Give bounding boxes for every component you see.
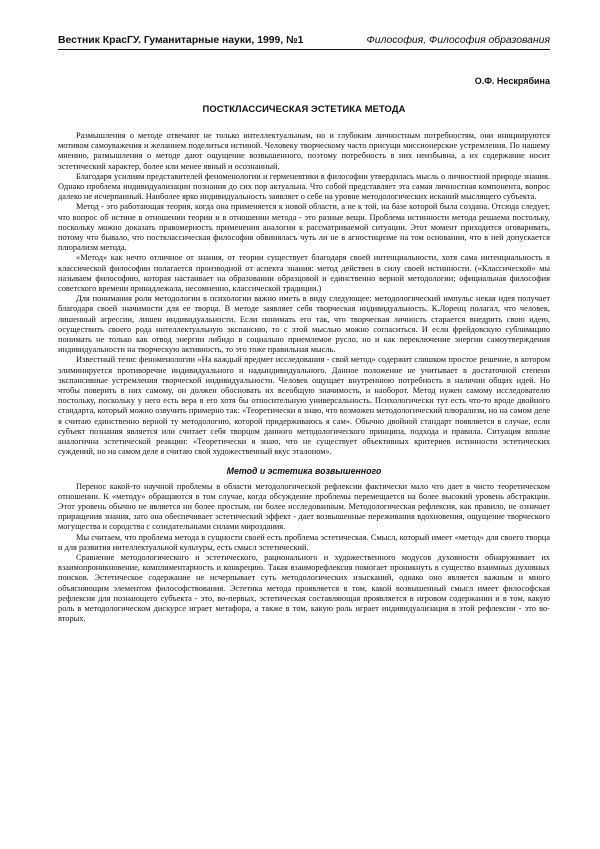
paragraph: Для понимания роли методологии в психологии важно иметь в виду следующее: методологический импульс некая идея получает благодаря своей значимости для ее творца. В методе заявляет себя творческая индивидуальность. К.Лоренц полагал, что человек, лишенный агрессии, лишен индивидуальности. Если понимать его так, что творческая личность старается внедрить свою идею, осуществить своего рода интеллектуальную экспансию, то с этой мыслью можно согласиться. И если фрейдовскую сублимацию понимать не только как отвод энергии либидо в социально приемлемое русло, но и как переключение энергии самоутверждения индивидуальности на творческую активность, то это тоже правильная мысль. — [58, 294, 550, 355]
article-title: ПОСТКЛАССИЧЕСКАЯ ЭСТЕТИКА МЕТОДА — [202, 103, 406, 114]
paragraph: Перенос какой-то научной проблемы в области методологической рефлексии фактически мало что дает в чисто теоретическом отношении. К «методу» обращаются в том случае, когда обсуждение проблемы перемещается на более высокий уровень абстракции. Этот уровень обычно не является ни более простым, ни более исследованным. Методологическая рефлексия, как правило, не означает приращения знания, зато она обеспечивает эстетический эффект - дает возвышенные переживания вдохновения, ощущение творческого могущества и сородства с созидательными силами мироздания. — [58, 481, 550, 532]
article-body — [58, 131, 550, 624]
paragraph: Метод - это работающая теория, когда она применяется к новой области, а не к той, на базе которой была создана. Отсюда следует, что вопрос об истине в отношении теории и в отношении метода - это разные вещи. Проблема истинности метода решаема постольку, поскольку можно доказать правомерность применения аналогии к рассматриваемой ситуации. Этот момент приходится оговаривать, потому что бывало, что постклассическая философия обвиняласъ чуть ли не в агностицизме на том основании, что в ней допускается плюрализм метода. — [58, 202, 550, 253]
running-header — [58, 34, 550, 47]
paragraph: Известный тезис феноменологии «На каждый предмет исследования - свой метод» содержит слишком простое решение, в котором элиминируется противоречие индивидуального и надындивидуального. Данное положение не учитывает в достаточной степени экспансивные устремления творческой индивидуальности. Человек ощущает внутреннюю потребность в наличии общих идей. Но чтобы поверить в них самому, он должен обосновать их всеобщую значимость, и наоборот. Метод нужен самому исследователю постольку, поскольку у него есть вера в его хотя бы относительную универсальность. Психологически тут есть что-то вроде двойного стандарта, который можно озвучить примерно так: «Теоретически я знаю, что возможен методологический плюрализм, но на самом деле я считаю единственно верной ту методологию, которой придерживаюсь я сам». Обычно двойной стандарт появляется в случае, если субъект познания является или считает себя творцом данного методологического принципа, подхода и правила. Ситуация вполне аналогична эстетической реакции: «Теоретически я знаю, что не существует объективных критериев истинности эстетических суждений, но на самом деле я считаю свой художественный вкус эталоном». — [58, 355, 550, 457]
section-name: Философия, Философия образования — [366, 35, 550, 46]
paragraph: «Метод» как нечто отличное от знания, от теории существует благодаря своей интенциальности, хотя сама интенциальность в классической философии полагается производной от аспекта знания: метод действен в силу своей истинности. («Классической» мы называем философию, которая настаивает на образовании образцовой и единственно верной методологии; официальная философия советского времени принадлежала, несомненно, классической традиции.) — [58, 253, 550, 294]
paragraph: Благодаря усилиям представителей феноменологии и герменевтики в философии утвердилась мысль о личностной природе знания. Однако проблема индивидуализации познания до сих пор актуальна. Что собой представляет эта самая личностная компонента, вопрос далеко не исчерпанный. Наиболее ярко индивидуальность заявляет о себе на уровне методологических исканий мыслящего субъекта. — [58, 171, 550, 202]
section-heading: Метод и эстетика возвышенного — [226, 465, 382, 476]
paper-page — [58, 34, 550, 624]
header-rule — [58, 49, 550, 50]
author-name: О.Ф. Нескрябина — [474, 76, 550, 86]
paragraph: Сравнение методологического и эстетического, рационального и художественного модусов духовности обнаруживает их взаимопроникновение, комплиментарность и конкрецию. Такая взаиморефлексия помогает проникнуть в существо взаимных духовных поисков. Эстетическое содержание не исчерпывает суть методологических изысканий, однако оно является важным и много объясняющим элементом философствования. Эстетика метода проявляется в том, какой возвышенный смысл имеет философская рефлексия для познающего субъекта - это, во-первых, эстетическая составляющая проявляется в игровом содержании и в том, какую роль в методологическом дискурсе играет метафора, а также в том, какую роль играет индивидуализация в этой рефлексии - это во-вторых. — [58, 552, 550, 624]
journal-title: Вестник КрасГУ. Гуманитарные науки, 1999, №1 — [58, 35, 304, 46]
paragraph: Мы считаем, что проблема метода в сущности своей есть проблема эстетическая. Смысл, который имеет «метод» для своего творца и для развития интеллектуальной культуры, есть смысл эстетический. — [58, 532, 550, 552]
paragraph: Размышления о методе отвечают не только интеллектуальным, но и глубоким личностным потребностям, они инициируются мотивом самоуважения и желанием поделиться истиной. Человеку творческому часто присущи миссионерские устремления. По нашему мнению, размышления о методе дают ощущение возвышенного, поэтому потребность в них неизбывна, а их содержание носит эстетический характер, более или менее явный и осознанный. — [58, 131, 550, 171]
